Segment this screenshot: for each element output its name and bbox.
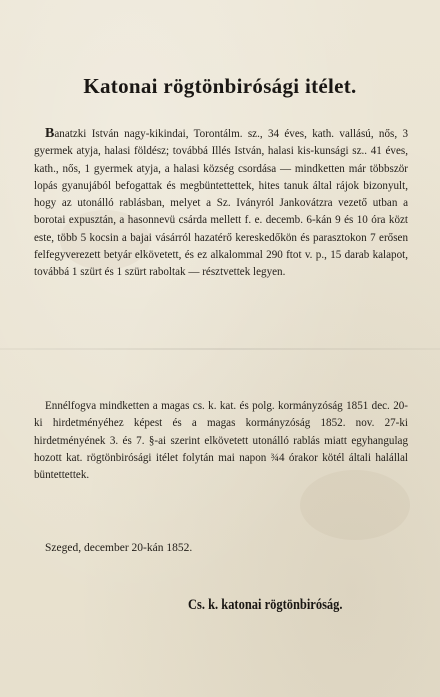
paragraph-verdict-subjects: [34, 125, 408, 282]
paper-fold: [0, 348, 440, 350]
paragraph-sentence: Ennélfogva mindketten a magas cs. k. kat. és polg. kormányzóság 1851 dec. 20-ki hirdetményéhez képest és a magas kormányzóság 1852. nov. 27-ki hirdetményének 3. és 7. §-ai szerint elkövetett utonálló rablás miatt egyhangulag hozott kat. rögtönbirósági itélet folytán mai napon ¾4 órakor kötél általi halállal büntettettek.: [34, 400, 408, 482]
paragraph-1-text: anatzki István nagy-kikindai, Torontálm. sz., 34 éves, kath. vallású, nős, 3 gyermek atyja, halasi földész; továbbá Illés István, halasi kis-kunsági sz.. 41 éves, kath., nős, 1 gyermek atyja, a halasi község csordása — mindketten már többször lopás gyanujából befogattak és megbüntettettek, hites tanuk által rájok bizonyult, hogy az utonálló rablásban, melyet a Sz. Iványról Jankovátzra vezető utban a borotai expusztán, a hasonnevü csárda mellett f. e. decemb. 6-kán 9 és 10 óra közt este, több 5 kocsin a bajai vásárról hazatérő kereskedőkön és parasztokon 7 erősen felfegyverezett betyár elkövetett, és ez alkalommal 290 ftot v. p., 15 darab kalapot, továbbá 1 szürt és 1 szürt raboltak — résztvettek legyen.: [34, 128, 408, 279]
drop-cap: B: [45, 126, 55, 141]
signature-authority: Cs. k. katonai rögtönbiróság.: [188, 597, 343, 613]
dateline: Szeged, december 20-kán 1852.: [45, 542, 193, 554]
document-title: Katonai rögtönbirósági itélet.: [83, 74, 357, 98]
